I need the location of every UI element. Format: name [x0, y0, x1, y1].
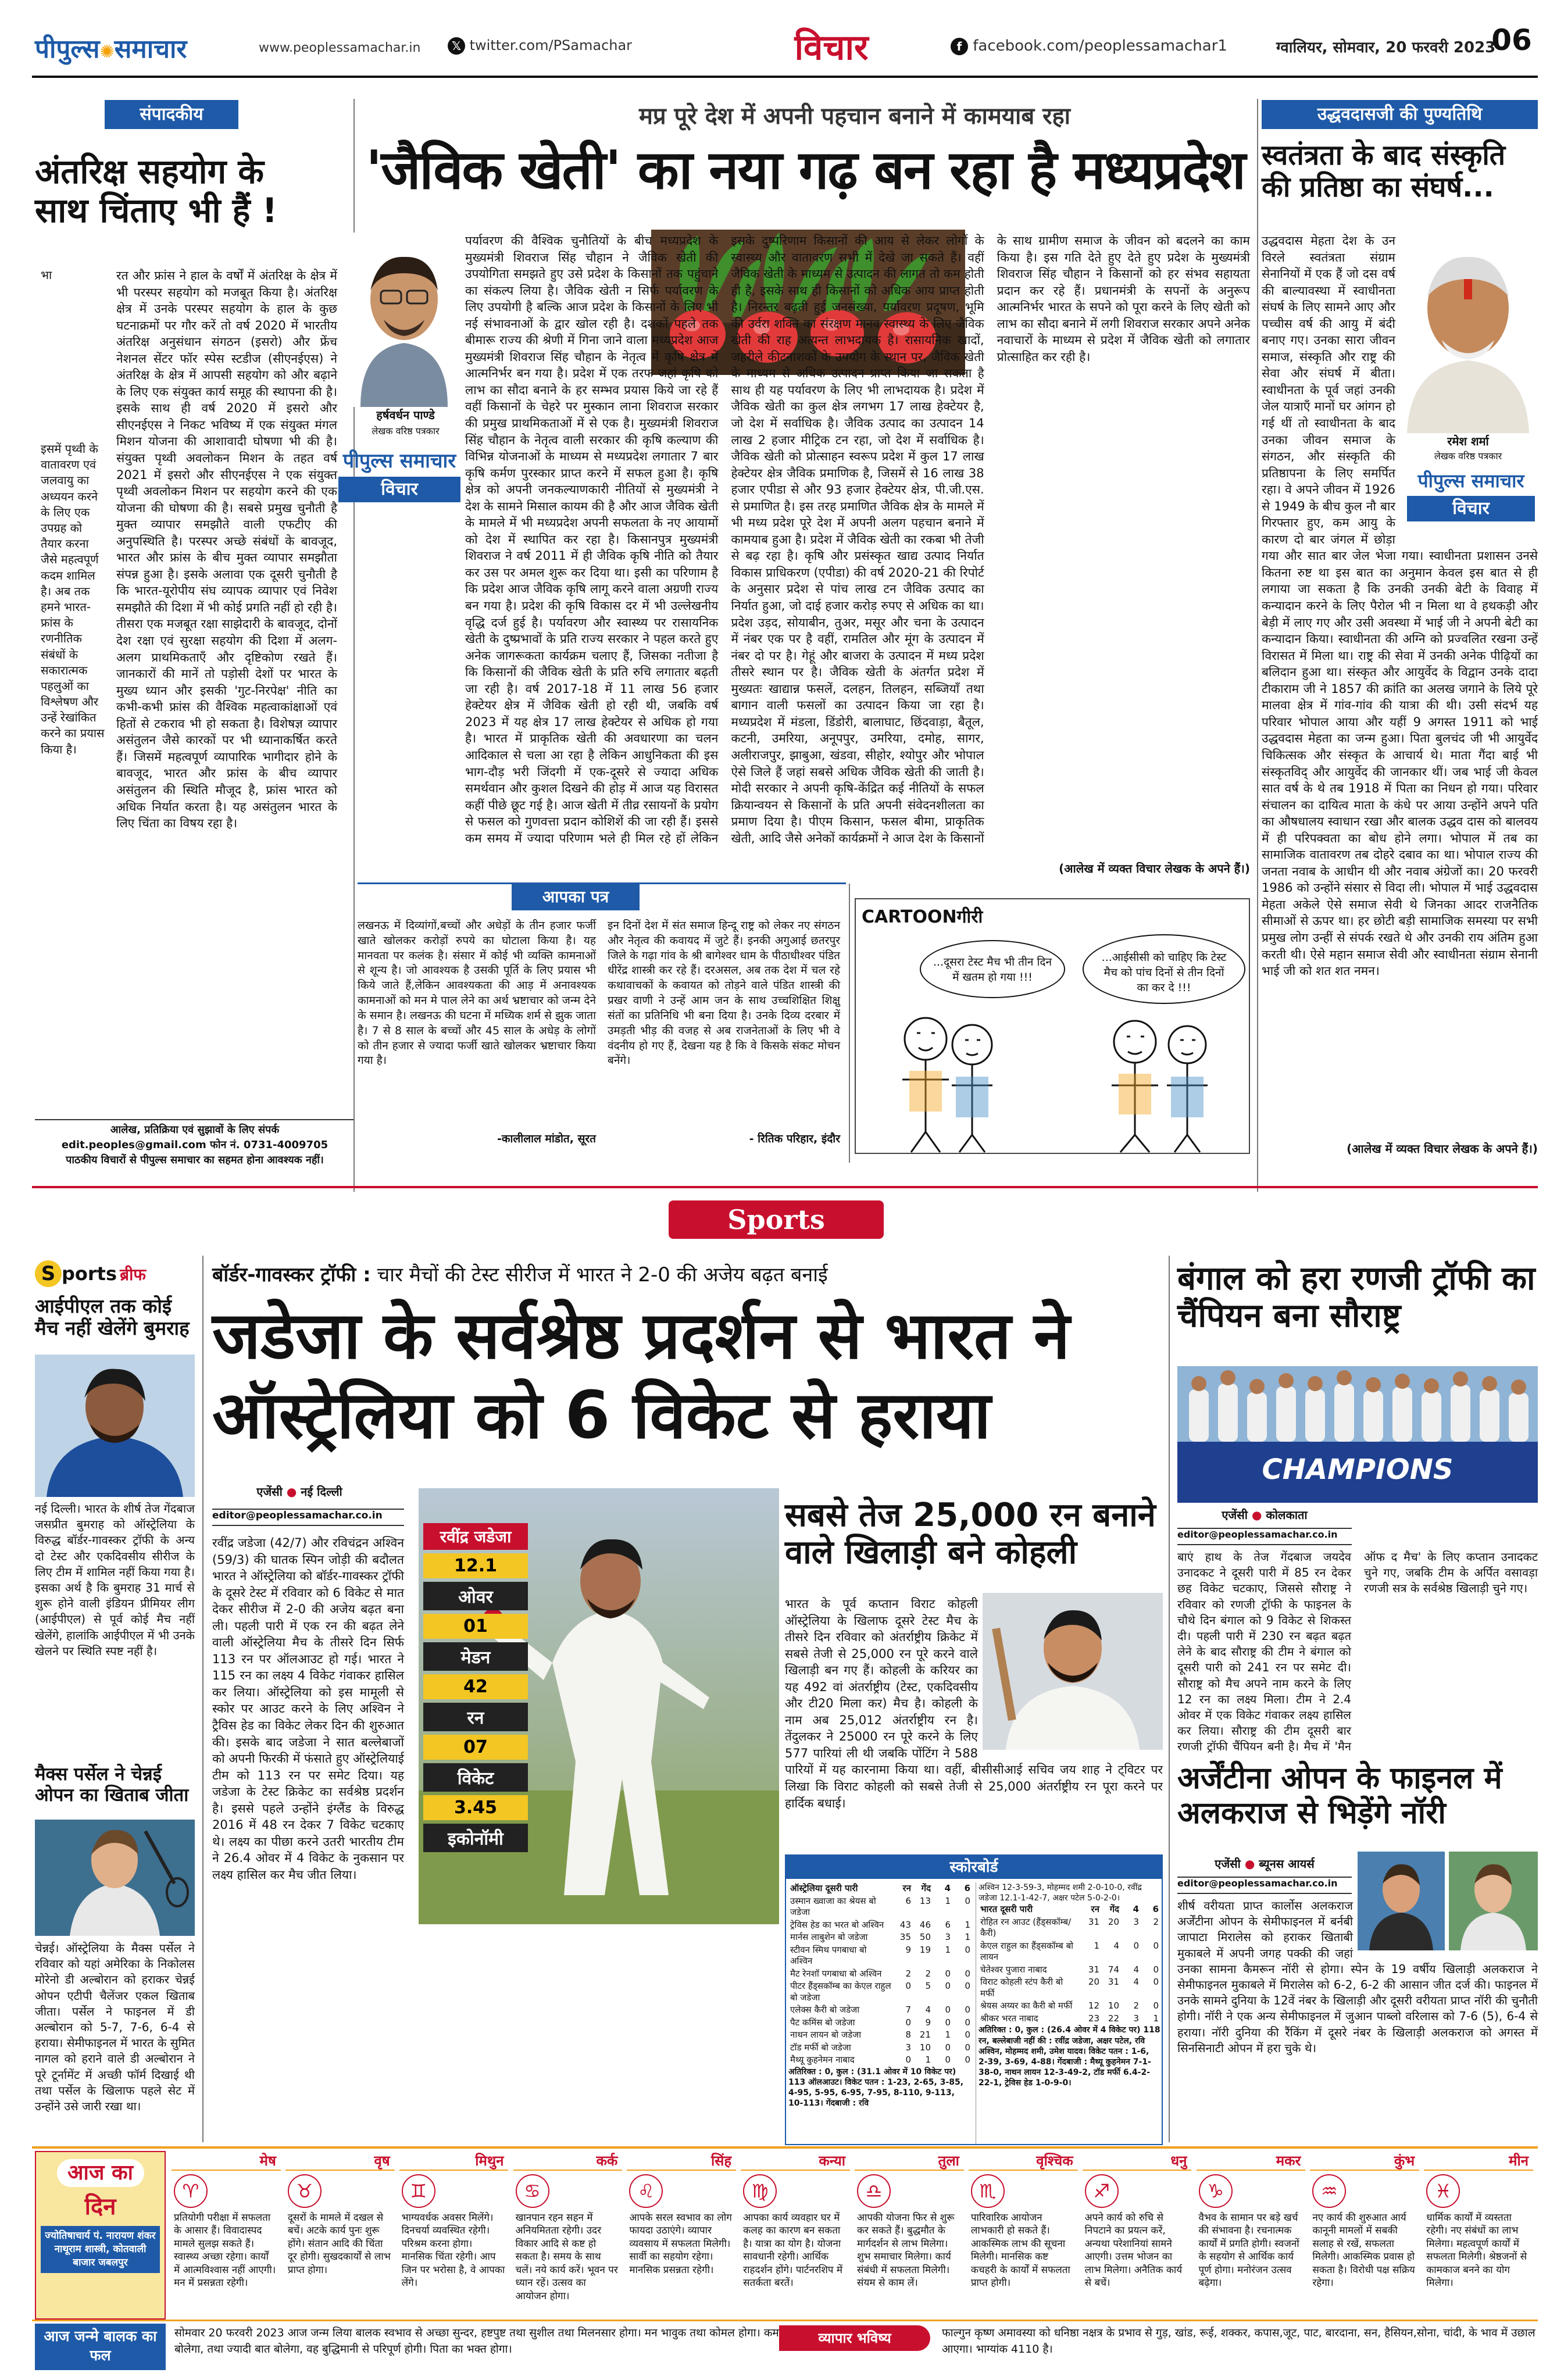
- dateline: ग्वालियर, सोमवार, 20 फरवरी 2023: [1276, 39, 1496, 56]
- table-cell: 0: [965, 1968, 970, 1979]
- ranji-byline: [1177, 1507, 1352, 1524]
- scoreboard-col-1: [788, 1882, 972, 2144]
- table-row: [979, 1916, 1160, 1940]
- table-cell: 2: [1153, 1916, 1159, 1927]
- twitter-text: twitter.com/PSamachar: [469, 37, 633, 53]
- zodiac-sign-icon: ♓: [1426, 2174, 1460, 2208]
- table-cell: 0: [965, 2029, 970, 2040]
- scoreboard: [785, 1854, 1163, 2145]
- argentina-float-space: [1353, 1898, 1538, 1956]
- zodiac-sign-icon: ♒: [1312, 2174, 1346, 2208]
- zodiac-sign-icon: ♏: [971, 2174, 1005, 2208]
- zodiac-text: आपके सरल स्वभाव का लोग फायदा उठाएंगे। व्यापार व्यवसाय में सफलता मिलेगी। सार्वी का सहयोग रहेगा। मानसिक प्रसन्नता रहेगी।: [629, 2212, 732, 2276]
- zodiac-name: धनु: [1083, 2151, 1192, 2171]
- horoscope-11: [1424, 2151, 1533, 2320]
- horoscope-10: [1310, 2151, 1419, 2320]
- table-cell: 23: [1088, 2013, 1099, 2024]
- table-row: [788, 2054, 972, 2067]
- argentina-email: editor@peoplessamachar.co.in: [1177, 1877, 1352, 1894]
- table-cell: 1: [945, 1944, 951, 1955]
- table-cell: श्रेयस अय्यर का कैरी बो मर्फी: [980, 2000, 1073, 2011]
- table-cell: 1: [965, 1919, 970, 1930]
- table-cell: 0: [1153, 1964, 1159, 1975]
- zodiac-sign-icon: ♑: [1199, 2174, 1233, 2208]
- zodiac-name: मीन: [1424, 2151, 1533, 2171]
- table-cell: पैट कमिंस बो जडेजा: [790, 2017, 855, 2028]
- table-row: [788, 2017, 972, 2029]
- cartoon-bubble-1: ...दूसरा टेस्ट मैच भी तीन दिन में खतम हो गया !!!: [920, 940, 1065, 998]
- argentina-body: [1177, 1898, 1538, 2145]
- table-cell: 0: [1133, 1940, 1139, 1951]
- table-cell: 43: [899, 1919, 911, 1930]
- horoscope-0: [172, 2151, 281, 2320]
- table-cell: एलेक्स कैरी बो जडेजा: [790, 2004, 860, 2015]
- table-cell: 7: [905, 2004, 911, 2015]
- horoscope-rule: [32, 2146, 1538, 2149]
- table-cell: 19: [919, 1944, 931, 1955]
- argentina-byline: [1177, 1856, 1352, 1873]
- punyatithi-footnote: (आलेख में व्यक्त विचार लेखक के अपने हैं।): [1347, 1142, 1538, 1156]
- table-cell: 0: [905, 1981, 911, 1991]
- zodiac-name: मिथुन: [399, 2151, 509, 2171]
- table-row: [979, 1964, 1160, 1977]
- table-cell: 0: [945, 2004, 951, 2015]
- table-row: [788, 1931, 972, 1944]
- editorial-footer: [35, 1119, 355, 1183]
- zodiac-text: प्रतियोगी परीक्षा में सफलता के आसार हैं। विवादास्पद मामले सुलझ सकते हैं। स्वास्थ्य अच्छा रहेगा। कार्यों में आत्मविश्वास नहीं आएगी। मन में प्रसन्नता रहेगी।: [174, 2212, 276, 2289]
- horoscope-2: [399, 2151, 509, 2320]
- jadeja-body: रवींद्र जडेजा (42/7) और रविचंद्रन अश्विन (59/3) की घातक स्पिन जोड़ी की बदौलत भारत ने ऑस्ट्रेलिया को बॉर्डर-गावस्कर ट्रॉफी के दूसरे टेस्ट में रविवार को 6 विकेट से मात देकर सीरीज में 2-0 की अजेय बढ़त बना ली। पहली पारी में एक रन की बढ़त लेने वाली ऑस्ट्रेलिया मैच के तीसरे दिन सिर्फ 113 रन पर ऑलआउट हो गई। भारत ने 115 रन का लक्ष्य 4 विकेट गंवाकर हासिल कर लिया। ऑस्ट्रेलिया को इस मामूली से स्कोर पर आउट करने के लिए अश्विन ने ट्रैविस हेड का विकेट लेकर दिन की शुरुआत की। इसके बाद जडेजा ने सात बल्लेबाजों को अपनी फिरकी में फंसाते हुए ऑस्ट्रेलियाई टीम को 113 रन पर समेट दिया। यह जडेजा के टेस्ट क्रिकेट का सर्वश्रेष्ठ प्रदर्शन है। इससे पहले उन्होंने इंग्लैंड के विरुद्ध 2016 में 48 रन देकर 7 विकेट चटकाए थे। लक्ष्य का पीछा करने उतरी भारतीय टीम ने 26.4 ओवर में 4 विकेट के नुकसान पर लक्ष्य हासिल कर मैच जीत लिया।: [212, 1536, 404, 1882]
- aus-innings-table: [788, 1882, 972, 2067]
- aus-innings-total: अतिरिक्त : 0, कुल : (31.1 ओवर में 10 विकेट पर) 113 ऑलआउट। विकेट पतन : 1-23, 2-65, 3-85, 4-95, 5-95, 6-95, 7-95, 8-110, 9-113, 10-113। गेंदबाजी : रवि: [788, 2067, 964, 2109]
- badge-logo: पीपुल्स समाचार: [1417, 470, 1524, 492]
- divider: [849, 884, 850, 1163]
- zodiac-text: भाग्यवर्धक अवसर मिलेंगे। दिनचर्या व्यवस्थित रहेगी। परिश्रम करना होगा। मानसिक चिंता रहेगी। आप जिन पर भरोसा है, वे आपका लेंगे।: [401, 2212, 505, 2289]
- stat-label: मेडन: [423, 1642, 528, 1671]
- sports-band: Sports: [669, 1200, 884, 1239]
- main-kicker: मप्र पूरे देश में अपनी पहचान बनाने में कामयाब रहा: [638, 103, 1071, 130]
- table-row: [788, 1980, 972, 2004]
- horoscope-3: [513, 2151, 623, 2320]
- zodiac-sign-icon: ♋: [516, 2174, 549, 2208]
- zodiac-text: आपकी योजना फिर से शुरू कर सकते हैं। बुद्धमौत के मार्गदर्शन से लाभ मिलेगा। शुभ समाचार मिलेगा। कार्य संबंधी में सफलता मिलेगी। संयम से काम लें।: [857, 2212, 955, 2289]
- table-cell: 13: [919, 1895, 931, 1906]
- table-cell: नाथन लायन बो जडेजा: [790, 2029, 862, 2040]
- twitter-link[interactable]: [448, 37, 657, 60]
- table-cell: 10: [1108, 2000, 1119, 2011]
- zodiac-name: तुला: [855, 2151, 964, 2171]
- jadeja-kicker-text: चार मैचों की टेस्ट सीरीज में भारत ने 2-0 की अजेय बढ़त बनाई: [377, 1263, 828, 1287]
- table-cell: 0: [1153, 1940, 1159, 1951]
- table-row: [788, 1919, 972, 1932]
- table-cell: 0: [965, 2004, 970, 2015]
- table-cell: 0: [945, 2054, 951, 2065]
- aaj-ka-din-title1: आज का: [57, 2159, 144, 2187]
- divider: [1257, 99, 1258, 1192]
- zodiac-name: मकर: [1197, 2151, 1306, 2171]
- stat-label: इकोनॉमी: [423, 1824, 528, 1852]
- table-cell: 21: [919, 2029, 931, 2040]
- editorial-footer-line2: edit.peoples@gmail.com फोन नं. 0731-4009705: [61, 1139, 328, 1152]
- stat-value: 07: [423, 1735, 528, 1760]
- punyatithi-float-space: [1395, 233, 1538, 532]
- table-header-cell: 6: [964, 1883, 970, 1893]
- table-cell: 4: [1113, 1940, 1119, 1951]
- scoreboard-title: स्कोरबोर्ड: [786, 1856, 1162, 1879]
- letters-rule: [358, 882, 846, 884]
- argentina-headline: अर्जेंटीना ओपन के फाइनल में अलकराज से भिड़ेंगे नॉरी: [1177, 1761, 1502, 1831]
- editorial-headline: अंतरिक्ष सहयोग के साथ चिंताए भी हैं !: [35, 152, 278, 230]
- argentina-byline-agency: एजेंसी: [1215, 1857, 1241, 1871]
- table-cell: ट्रेविस हेड का भरत बो अश्विन: [790, 1919, 884, 1930]
- table-cell: पीटर हैंड्सकॉम्ब का केएल राहुल बो जडेजा: [790, 1981, 891, 2003]
- table-cell: 35: [899, 1932, 911, 1942]
- stat-value: 01: [423, 1614, 528, 1639]
- table-cell: 20: [1088, 1977, 1099, 1988]
- table-header-cell: रन: [902, 1883, 911, 1893]
- zodiac-name: वृष: [285, 2151, 395, 2171]
- sports-rule: [32, 1186, 1538, 1188]
- ranji-byline-city: कोलकाता: [1266, 1508, 1308, 1522]
- divider: [202, 1256, 203, 2142]
- jadeja-kicker: [212, 1260, 1160, 1291]
- table-header-row: [979, 1903, 1160, 1916]
- table-cell: 0: [945, 1968, 951, 1979]
- table-cell: 1: [965, 1932, 970, 1942]
- table-header-cell: 4: [1133, 1904, 1139, 1915]
- cartoon-label: CARTOONगीरी: [862, 907, 983, 927]
- table-cell: 0: [965, 2042, 970, 2053]
- birthday-label: आज जन्मे बालक का फल: [35, 2324, 166, 2370]
- table-cell: 12: [1088, 2000, 1099, 2011]
- table-cell: चेतेश्वर पुजारा नाबाद: [980, 1964, 1047, 1975]
- stat-label: रन: [423, 1703, 528, 1731]
- table-cell: 5: [925, 1981, 931, 1991]
- editorial-footer-line1: आलेख, प्रतिक्रिया एवं सुझावों के लिए संपर्क: [110, 1124, 280, 1136]
- bumrah-photo: [35, 1355, 195, 1497]
- table-cell: 3: [905, 2042, 911, 2053]
- table-cell: रोहित रन आउट (हैंड्सकॉम्ब/कैरी): [980, 1916, 1072, 1939]
- table-cell: 0: [965, 2054, 970, 2065]
- facebook-link[interactable]: [951, 37, 1276, 60]
- editorial-body: रत और फ्रांस ने हाल के वर्षों में अंतरिक्ष के क्षेत्र में भी परस्पर सहयोग को मजबूत किया है। अंतरिक्ष क्षेत्र में उनके परस्पर सहयोग के हाल के कुछ घटनाक्रमों पर गौर करें तो वर्ष 2020 में भारतीय अंतरिक्ष अनुसंधान संगठन (इसरो) और फ्रेंच नेशनल सेंटर फॉर स्पेस स्टडीज (सीएनईएस) ने अंतरिक्ष के क्षेत्र में आपसी सहयोग को और बढ़ाने के लिए एक संयुक्त कार्य समूह की स्थापना की है। इसके साथ ही वर्ष 2020 में इसरो और सीएनईएस ने निकट भविष्य में एक संयुक्त मंगल मिशन योजना की आशावादी घोषणा भी की है। संयुक्त पृथ्वी अवलोकन मिशन के तहत वर्ष 2021 में इसरो और सीएनईएस ने एक संयुक्त पृथ्वी अवलोकन मिशन पर सहयोग करने की एक योजना की घोषणा की है। सबसे प्रमुख चुनौती है मुक्त व्यापार समझौते वाली एफटीए की अनुपस्थिति है। परस्पर अच्छे संबंधों के बावजूद, भारत और फ्रांस के बीच मुक्त व्यापार समझौता संपन्न हुआ है। इसके अलावा एक दूसरी चुनौती है कि भारत-यूरोपीय संघ व्यापक व्यापार एवं निवेश समझौते की दिशा में भी कोई प्रगति नहीं हो रही है। तीसरा एक मजबूत रक्षा साझेदारी के बावजूद, दोनों देश रक्षा एवं सुरक्षा सहयोग की दिशा में अलग-अलग प्राथमिकताएँ और दृष्टिकोण रखते हैं। जानकारों की मानें तो पड़ोसी देशों पर भारत के मुख्य ध्यान और इसकी 'गुट-निरपेक्ष' नीति का कभी-कभी फ्रांस की वैश्विक महत्वाकांक्षाओं एवं हितों से टकराव भी हो सकता है। विशेषज्ञ व्यापार असंतुलन जैसे कारकों पर भी ध्यानाकर्षित करते हैं। जिसमें महत्वपूर्ण व्यापारिक भागीदार होने के बावजूद, भारत और फ्रांस के बीच व्यापार असंतुलन की स्थिति मौजूद है, फ्रांस भारत को अधिक निर्यात करता है। यह असंतुलन भारत के लिए चिंता का विषय रहा है।: [116, 269, 337, 831]
- table-cell: मैथ्यू कुहनेमन नाबाद: [790, 2054, 855, 2065]
- table-row: [788, 2042, 972, 2054]
- horoscope-9: [1197, 2151, 1306, 2320]
- masthead-logo[interactable]: [35, 30, 244, 65]
- table-cell: 46: [919, 1919, 931, 1930]
- scoreboard-col-2: [976, 1882, 1160, 2144]
- table-cell: मार्नस लाबुशेन बो जडेजा: [790, 1932, 868, 1942]
- zodiac-sign-icon: ♎: [857, 2174, 891, 2208]
- section-title: विचार: [794, 27, 869, 68]
- badge-label: विचार: [338, 477, 460, 502]
- facebook-icon: f: [951, 38, 968, 55]
- main-footnote: (आलेख में व्यक्त विचार लेखक के अपने हैं।): [1059, 862, 1250, 875]
- pin-icon: ●: [1251, 1508, 1262, 1522]
- table-cell: 3: [1133, 2013, 1139, 2024]
- stat-value: 12.1: [423, 1553, 528, 1578]
- table-cell: 74: [1108, 1964, 1119, 1975]
- divider: [1169, 1256, 1170, 2142]
- ranji-byline-agency: एजेंसी: [1222, 1508, 1248, 1522]
- table-row: [979, 1940, 1160, 1964]
- editorial-sidebar: भा इसमें पृथ्वी के वातावरण एवं जलवायु का अध्ययन करने के लिए एक उपग्रह को तैयार करना जैसे महत्वपूर्ण कदम शामिल है। अब तक हमने भारत-फ्रांस के रणनीतिक संबंधों के सकारात्मक पहलुओं का विश्लेषण और उन्हें रेखांकित करने का प्रयास किया है।: [41, 268, 105, 756]
- badge-logo: पीपुल्स समाचार: [342, 449, 456, 473]
- cartoon-drawing: [856, 998, 1249, 1153]
- ranji-banner: CHAMPIONS: [1262, 1453, 1454, 1486]
- punyatithi-author-name: रमेश शर्मा: [1447, 434, 1489, 448]
- aaj-ka-din-text: ज्योतिषाचार्य पं. नारायण शंकर नाथूराम शास्त्री, कोतवाली बाजार जबलपुर: [41, 2226, 160, 2273]
- pin-icon: ●: [286, 1485, 297, 1499]
- table-cell: 31: [1108, 1977, 1119, 1988]
- zodiac-name: कुंभ: [1310, 2151, 1419, 2171]
- jadeja-byline-agency: एजेंसी: [256, 1485, 283, 1499]
- letter-1-signature: -कालीलाल मांडोत, सूरत: [497, 1132, 596, 1145]
- purcell-photo: [35, 1820, 195, 1936]
- brief-label: ब्रीफ: [120, 1265, 146, 1284]
- table-cell: 3: [945, 1932, 951, 1942]
- horoscope-1: [285, 2151, 395, 2320]
- logo-right: समाचार: [114, 34, 187, 64]
- masthead-rule: [32, 76, 1538, 78]
- logo-left: पीपुल्स: [35, 34, 100, 64]
- table-cell: 3: [1133, 1916, 1139, 1927]
- table-cell: 0: [905, 2017, 911, 2028]
- table-cell: 4: [1133, 1964, 1139, 1975]
- zodiac-text: वैभव के सामान पर बड़े खर्च की संभावना है। रचनात्मक कार्यों में प्रगति होगी। स्वजनों के सहयोग से आर्थिक कार्य पूर्ण होगा। मनोरंजन उत्सव बढ़ेगा।: [1198, 2212, 1299, 2289]
- punyatithi-body: [1262, 233, 1538, 1137]
- table-row: [979, 2013, 1160, 2025]
- pin-icon: ●: [1244, 1857, 1255, 1871]
- punyatithi-label: उद्धवदासजी की पुण्यतिथि: [1262, 100, 1538, 129]
- zodiac-text: पारिवारिक आयोजन लाभकारी हो सकते हैं। आकस्मिक लाभ की सूचना मिलेगी। मानसिक कष्ट कचहरी के कार्यों में सफलता प्राप्त होगी।: [970, 2212, 1070, 2289]
- horoscope-7: [969, 2151, 1078, 2320]
- table-cell: 6: [905, 1895, 911, 1906]
- table-cell: 0: [965, 2017, 970, 2028]
- zodiac-text: अपने कार्य को रुचि से निपटाने का प्रयत्न करें, अन्यथा परेशानियां सामने आएगी। उत्तम भोजन का लाभ मिलेगा। अनैतिक कार्य से बचें।: [1084, 2212, 1183, 2289]
- table-row: [788, 2029, 972, 2042]
- table-cell: 9: [905, 1944, 911, 1955]
- brief1-title: आईपीएल तक कोई मैच नहीं खेलेंगे बुमराह: [35, 1295, 190, 1339]
- zodiac-sign-icon: ♌: [629, 2174, 663, 2208]
- table-cell: 4: [1133, 1977, 1139, 1988]
- table-row: [788, 1944, 972, 1968]
- table-row: [788, 2004, 972, 2017]
- table-cell: उस्मान ख्वाजा का श्रेयस बो जडेजा: [790, 1895, 876, 1917]
- brief-header: [35, 1260, 192, 1293]
- horoscope-8: [1083, 2151, 1192, 2320]
- punyatithi-author-title: लेखक वरिष्ठ पत्रकार: [1434, 451, 1502, 462]
- brief2-title: मैक्स पर्सेल ने चेन्नई ओपन का खिताब जीता: [35, 1764, 189, 1806]
- table-row: [979, 1976, 1160, 2000]
- brief-logo: ports: [62, 1263, 117, 1285]
- table-header-cell: 6: [1152, 1904, 1159, 1915]
- zodiac-sign-icon: ♉: [288, 2174, 322, 2208]
- table-cell: 0: [945, 2017, 951, 2028]
- table-cell: मैट रेनशॉ पगबाधा बो अश्विन: [790, 1968, 882, 1979]
- business-text: फाल्गुन कृष्ण अमावस्या को धनिष्ठा नक्षत्र के प्रभाव से गुड़, खांड, रूई, शक्कर, कपास,जूट, पाट, बारदाना, सन, हैसियन,सोना, चांदी, के भाव में उछाल आएगा। भाग्यांक 4110 है।: [942, 2327, 1535, 2356]
- ranji-photo: [1177, 1366, 1538, 1503]
- kohli-body-text: भारत के पूर्व कप्तान विराट कोहली ऑस्ट्रेलिया के खिलाफ दूसरे टेस्ट मैच के तीसरे दिन रविवार को अंतर्राष्ट्रीय क्रिकेट में सबसे तेजी से 25,000 रन पूरे करने वाले खिलाड़ी बन गए हैं। कोहली के करियर का यह 492 वां अंतर्राष्ट्रीय (टेस्ट, एकदिवसीय और टी20 मिला कर) मैच है। कोहली के नाम अब 25,012 अंतर्राष्ट्रीय रन है। तेंदुलकर ने 25000 रन पूरे करने के लिए 577 पारियां ली थी जबकि पोंटिंग ने 588 पारियों में यह कारनामा किया था। वहीं, बीसीसीआई सचिव जय शाह ने ट्विटर पर लिखा कि विराट कोहली को सबसे तेजी से 25,000 अंतर्राष्ट्रीय रन पूरा करने पर हार्दिक बधाई।: [785, 1597, 1163, 1810]
- jadeja-card: [423, 1523, 528, 1849]
- editorial-footer-line3: पाठकीय विचारों से पीपुल्स समाचार का सहमत होना आवश्यक नहीं।: [66, 1154, 324, 1167]
- aus-bowling: अश्विन 12-3-59-3, मोहम्मद शमी 2-0-10-0, रवींद्र जडेजा 12.1-1-42-7, अक्षर पटेल 5-0-2-0।: [979, 1883, 1142, 1903]
- table-cell: 0: [1153, 2000, 1159, 2011]
- zodiac-text: नए कार्य की शुरुआत आर्य कानूनी मामलों में सबकी सलाह से रखें, सफलता मिलेगी। आकस्मिक प्रवास हो सकता है। विरोधी पक्ष सक्रिय रहेगा।: [1312, 2212, 1415, 2289]
- zodiac-name: कर्क: [513, 2151, 623, 2171]
- ranji-headline: बंगाल को हरा रणजी ट्रॉफी का चैंपियन बना सौराष्ट्र: [1177, 1260, 1535, 1335]
- table-header-row: [788, 1882, 972, 1895]
- main-headline: 'जैविक खेती' का नया गढ़ बन रहा है मध्यप्रदेश: [366, 139, 1245, 201]
- author-badge: [338, 446, 460, 510]
- table-cell: 1: [1153, 2013, 1159, 2024]
- bottom-rule: [32, 2320, 1538, 2321]
- horoscope-5: [741, 2151, 850, 2320]
- author-name: हर्षवर्धन पाण्डे: [376, 408, 435, 422]
- author-photo: [349, 233, 459, 407]
- table-cell: 0: [945, 1981, 951, 1991]
- table-cell: 0: [965, 1895, 970, 1906]
- table-cell: 0: [965, 1944, 970, 1955]
- table-cell: 1: [925, 2054, 931, 2065]
- cartoon-panel: [855, 898, 1250, 1154]
- page-number: 06: [1491, 23, 1532, 57]
- table-cell: 6: [945, 1919, 951, 1930]
- table-header-cell: 4: [944, 1883, 951, 1893]
- table-header-cell: गेंद: [921, 1883, 931, 1893]
- table-cell: 31: [1088, 1964, 1099, 1975]
- zodiac-name: मेष: [172, 2151, 281, 2171]
- zodiac-name: सिंह: [627, 2151, 736, 2171]
- table-header-cell: रन: [1091, 1904, 1099, 1915]
- table-cell: 8: [905, 2029, 911, 2040]
- ranji-email: editor@peoplessamachar.co.in: [1177, 1528, 1352, 1545]
- zodiac-text: खानपान रहन सहन में अनियमितता रहेगी। उदर विकार आदि से कष्ट हो सकता है। समय के साथ चलें। नये कार्य करें। भूवन पर ध्यान रहें। उत्सव का आयोजन होगा।: [515, 2212, 618, 2302]
- letter-1: लखनऊ में दिव्यांगों,बच्चों और अधेड़ों के तीन हजार फर्जी खाते खोलकर करोड़ों रुपये का घोटाला किया है। यह मानवता पर कलंक है। संसार में कोई भी व्यक्ति कामनाओं से शून्य है। जो आवश्यक है उसकी पूर्ति के लिए प्रयास भी किये जाते हैं,लेकिन आवश्यकता की आड़ में अनावश्यक कामनाओं को मन मे पाल लेने का अर्थ भ्रष्टाचार को जन्म देने के समान है। लखनऊ की घटना में मध्यिक शर्म से झुक जाता है। 7 से 8 साल के बच्चों और 45 साल के अधेड़ के लोगों को तीन हजार से ज्यादा फर्जी खाते खोलकर भ्रष्टाचार किया गया है।: [358, 919, 596, 1067]
- horoscope-6: [855, 2151, 964, 2320]
- table-cell: 1: [945, 1895, 951, 1906]
- jadeja-email: editor@peoplessamachar.co.in: [212, 1509, 404, 1526]
- table-cell: 20: [1108, 1916, 1119, 1927]
- brief1-body: नई दिल्ली। भारत के शीर्ष तेज गेंदबाज जसप्रीत बुमराह को ऑस्ट्रेलिया के विरुद्ध बॉर्डर-गावस्कर ट्रॉफी के अन्य दो टेस्ट और एकदिवसीय सीरीज के लिए टीम में शामिल नहीं किया गया है। इसका अर्थ है कि बुमराह 31 मार्च से शुरू होने वाली इंडियन प्रीमियर लीग (आईपीएल) से पूर्व कोई मैच नहीं खेलेंगे, हालांकि आईपीएल में भी उनके खेलने पर स्थिति स्पष्ट नहीं है।: [35, 1502, 195, 1658]
- table-cell: 10: [919, 2042, 931, 2053]
- table-cell: 1: [1094, 1940, 1099, 1951]
- table-cell: विराट कोहली स्टंप कैरी बो मर्फी: [980, 1977, 1063, 1999]
- zodiac-sign-icon: ♈: [174, 2174, 208, 2208]
- zodiac-sign-icon: ♍: [743, 2174, 777, 2208]
- table-cell: 1: [945, 2029, 951, 2040]
- stat-label: ओवर: [423, 1582, 528, 1610]
- editorial-label: संपादकीय: [105, 100, 238, 129]
- twitter-icon: 𝕏: [448, 37, 465, 55]
- jadeja-byline: [212, 1484, 387, 1502]
- badge-label: विचार: [1407, 496, 1535, 521]
- table-cell: 2: [1133, 2000, 1139, 2011]
- table-cell: 31: [1088, 1916, 1099, 1927]
- table-row: [979, 2000, 1160, 2013]
- kohli-float-space: [978, 1596, 1163, 1756]
- horoscope-4: [627, 2151, 736, 2320]
- table-cell: 2: [905, 1968, 911, 1979]
- table-cell: 0: [905, 2054, 911, 2065]
- table-cell: 0: [1153, 1977, 1159, 1988]
- zodiac-sign-icon: ♊: [402, 2174, 435, 2208]
- table-row: [788, 1895, 972, 1919]
- zodiac-name: वृश्चिक: [969, 2151, 1078, 2171]
- stat-value: 3.45: [423, 1795, 528, 1820]
- aaj-ka-din-title2: दिन: [84, 2193, 116, 2220]
- table-header-title: ऑस्ट्रेलिया दूसरी पारी: [790, 1883, 858, 1893]
- stat-value: 42: [423, 1674, 528, 1699]
- table-row: [788, 1968, 972, 1981]
- zodiac-text: दूसरों के मामले में दखल से बचें। अटके कार्य पुनः शुरू होंगे। संतान आदि की चिंता दूर होगी। सुखदकार्यों से लाभ प्राप्त होगा।: [287, 2212, 391, 2276]
- cartoon-bubble-2: ...आईसीसी को चाहिए कि टेस्ट मैच को पांच दिनों से तीन दिनों का कर दे !!!: [1083, 934, 1245, 1004]
- brief2-body: चेन्नई। ऑस्ट्रेलिया के मैक्स पर्सेल ने रविवार को यहां अमेरिका के निकोलस मोरेनो डी अल्बोरान को हराकर चेन्नई ओपन एटीपी चैलेंजर एकल खिताब जीता। पर्सेल ने फाइनल में डी अल्बोरान को 5-7, 7-6, 6-4 से हराया। सेमीफाइनल में भारत के सुमित नागल को हराने वाले डी अल्बोरान ने पूरे टूर्नामेंट में अच्छी फॉर्म दिखाई थी तथा पर्सेल के खिलाफ पहले सेट में उन्होंने उसे जारी रखा था।: [35, 1941, 195, 2113]
- aaj-ka-din-box: [35, 2151, 166, 2320]
- table-cell: 0: [945, 2042, 951, 2053]
- zodiac-name: कन्या: [741, 2151, 850, 2171]
- table-cell: 2: [925, 1968, 931, 1979]
- birthday-text: सोमवार 20 फरवरी 2023 आज जन्म लिया बालक स्वभाव से अच्छा सुन्दर, हष्टपुष्ट तथा सुशील तथा मिलनसार होगा। मन भावुक तथा कोमल होगा। कम बोलेगा, तथा ज्यादी बात बोलेगा, वह बुद्धिमानी से परिपूर्ण होगी। पिता का भक्त होगा।: [174, 2327, 779, 2356]
- table-header-title: भारत दूसरी पारी: [980, 1904, 1033, 1915]
- stat-label: विकेट: [423, 1763, 528, 1792]
- logo-star-icon: ✺: [99, 42, 115, 62]
- letter-2: इन दिनों देश में संत समाज हिन्दू राष्ट्र को लेकर नए संगठन और नेतृत्व की कवायद में जुटे हैं। इनकी अगुआई छतरपुर जिले के गढ़ा गांव के श्री बागेश्वर धाम के पीठाधीश्वर पंडित धीरेंद्र शास्त्री कर रहे हैं। दरअसल, अब तक देश में चल रहे कथावाचकों के कवायत को तोड़ने वाले पंडित शास्त्री की प्रखर वाणी ने उन्हें आम जन के साथ उच्चशिक्षित शिक्षु संतों का प्रतिनिधि भी बना दिया है। उनके दिव्य दरबार में उमड़ती भीड़ की वजह से अब राजनेताओं के लिए भी वे वंदनीय हो गए हैं, देखना यह है कि वे किसके संकट मोचन बनेंगे।: [608, 919, 840, 1067]
- punyatithi-headline: स्वतंत्रता के बाद संस्कृति की प्रतिष्ठा का संघर्ष...: [1262, 139, 1506, 204]
- table-cell: 0: [965, 1981, 970, 1991]
- table-cell: 50: [919, 1932, 931, 1942]
- table-cell: स्टीवन स्मिथ पगबाधा बो अश्विन: [790, 1944, 867, 1966]
- business-label: व्यापार भविष्य: [779, 2325, 930, 2351]
- argentina-body-text: शीर्ष वरीयता प्राप्त कार्लोस अलकराज अर्जेंटीना ओपन के सेमीफाइनल में बर्नबी जापाटा मिरालेस को हराकर खिताबी मुकाबले में अपनी जगह पक्की की जहां उनका सामना कैमरून नॉरी से होगा। स्पेन के 19 वर्षीय खिलाड़ी अलकराज ने सेमीफाइनल मुकाबले में मिरालेस को 6-2, 6-2 की आसान जीत दर्ज की। फाइनल में उनके सामने दुनिया के 12वें नंबर के खिलाड़ी और दूसरी वरीयता प्राप्त नॉरी की चुनौती होगी। नॉरी ने एक अन्य सेमीफाइनल में जुआन पाब्लो वरिलास को 7-6 (5), 6-4 से हराया। नॉरी दुनिया की रैंकिंग में दूसरे नंबर के खिलाड़ी अलकराज को अगस्त में सिनसिनाटी ओपन में हरा चुके थे।: [1177, 1899, 1538, 2055]
- ind-innings-total: अतिरिक्त : 0, कुल : (26.4 ओवर में 4 विकेट पर) 118 रन, बल्लेबाजी नहीं की : रवींद्र जडेजा, अक्षर पटेल, रवि अश्विन, मोहम्मद शमी, उमेश यादव। विकेट पतन : 1-6, 2-39, 3-69, 4-88। गेंदबाजी : मैथ्यू कुहनेमन 7-1-38-0, नाथन लायन 12-3-49-2, टॉड मर्फी 6.4-2-22-1, ट्रेविस हेड 1-0-9-0।: [979, 2025, 1160, 2088]
- table-header-cell: गेंद: [1109, 1904, 1119, 1915]
- zodiac-text: धार्मिक कार्यों में व्यस्तता रहेगी। नए संबंधों का लाभ मिलेगा। महत्वपूर्ण कार्यों में सफलता मिलेगी। श्रेष्ठजनों से कामकाज बनने का योग मिलेगा।: [1426, 2212, 1527, 2289]
- website-link[interactable]: www.peoplessamachar.in: [259, 41, 421, 55]
- letter-2-signature: - रितिक परिहार, इंदौर: [749, 1132, 840, 1145]
- facebook-text: facebook.com/peoplessamachar1: [973, 37, 1227, 55]
- letters-label: आपका पत्र: [512, 884, 640, 910]
- jadeja-kicker-bold: बॉर्डर-गावस्कर ट्रॉफी :: [212, 1263, 371, 1287]
- ind-innings-table: [979, 1903, 1160, 2025]
- table-cell: 22: [1108, 2013, 1119, 2024]
- kohli-headline: सबसे तेज 25,000 रन बनाने वाले खिलाड़ी बने कोहली: [785, 1496, 1156, 1572]
- jadeja-byline-city: नई दिल्ली: [301, 1485, 342, 1499]
- jadeja-card-name: रवींद्र जडेजा: [423, 1523, 528, 1550]
- argentina-byline-city: ब्यूनस आयर्स: [1259, 1857, 1315, 1871]
- jadeja-headline: जडेजा के सर्वश्रेष्ठ प्रदर्शन से भारत ने ऑस्ट्रेलिया को 6 विकेट से हराया: [212, 1298, 1070, 1453]
- zodiac-sign-icon: ♐: [1085, 2174, 1119, 2208]
- kohli-body: [785, 1596, 1163, 1840]
- table-cell: टॉड मर्फी बो जडेजा: [790, 2042, 851, 2053]
- brief-s-icon: S: [35, 1260, 62, 1287]
- table-cell: 9: [925, 2017, 931, 2028]
- table-cell: श्रीकर भरत नाबाद: [980, 2013, 1038, 2024]
- zodiac-text: आपका कार्य व्यवहार घर में कलह का कारण बन सकता है। यात्रा का योग है। योजना सावधानी रहेगी। आर्थिक राहदर्शन होंगे। पार्टनरशिप में सतर्कता बरतें।: [743, 2212, 843, 2289]
- table-cell: केएल राहुल का हैंड्सकॉम्ब बो लायन: [980, 1940, 1074, 1963]
- main-article-body: पर्यावरण की वैश्विक चुनौतियों के बीच मध्यप्रदेश के मुख्यमंत्री शिवराज सिंह चौहान ने जैविक खेती की उपयोगिता समझते हुए उसे प्रदेश के किसानों तक पहुंचाने का संकल्प लिया है। जैविक खेती न सिर्फ पर्यावरण के लिए उपयोगी है बल्कि आज प्रदेश के किसानों के लिए भी नई संभावनाओं के द्वार खोल रही है। दशकों पहले तक बीमारू राज्य की श्रेणी में गिना जाने वाला मध्यप्रदेश आज मुख्यमंत्री शिवराज सिंह चौहान के नेतृत्व में कृषि क्षेत्र में आत्मनिर्भर बन गया है। प्रदेश में एक तरफ जहां कृषि को लाभ का सौदा बनाने के हर सम्भव प्रयास किये जा रहे हैं वहीं किसानों के चेहरे पर मुस्कान लाना शिवराज सरकार की प्रमुख प्राथमिकताओं में से एक है। मुख्यमंत्री शिवराज सिंह चौहान के नेतृत्व वाली सरकार की कृषि कल्याण की विभिन्न योजनाओं के माध्यम से मध्यप्रदेश लगातार 7 बार कृषि कर्मण पुरस्कार प्राप्त करने में सफल हुआ है। कृषि क्षेत्र को अपनी जनकल्याणकारी नीतियों से मुख्यमंत्री ने देश के सामने मिसाल कायम की है और आज जैविक खेती के मामले में भी मध्यप्रदेश अपनी सफलता के नए आयामों को देश में स्थापित कर रहा है। किसानपुत्र मुख्यमंत्री शिवराज ने वर्ष 2011 में ही जैविक कृषि नीति को तैयार कर उस पर अमल शुरू कर दिया था। इसी का परिणाम है कि प्रदेश आज जैविक कृषि लागू करने वाला अग्रणी राज्य बन गया है। प्रदेश की कृषि विकास दर में भी उल्लेखनीय वृद्धि दर्ज हुई है। पर्यावरण और स्वास्थ्य पर रासायनिक खेती के दुष्प्रभावों के प्रति राज्य सरकार ने पहल करते हुए अनेक जागरूकता कार्यक्रम चलाए हैं, जिसका नतीजा है कि किसानों की जैविक खेती के प्रति रुचि लगातार बढ़ती जा रही है। वर्ष 2017-18 में 11 लाख 56 हजार हेक्टेयर क्षेत्र में जैविक खेती हो रही थी, जबकि वर्ष 2023 में यह क्षेत्र 17 लाख हेक्टेयर से अधिक हो गया है। भारत में प्राकृतिक खेती की अवधारणा का चलन आदिकाल से चला आ रहा है लेकिन आधुनिकता की इस भाग-दौड़ भरी जिंदगी में एक-दूसरे से ज्यादा अधिक समर्थवान और कुशल दिखने की होड़ में आज यह विरासत कहीं पीछे छूट गई है। आज खेती में तीव्र रसायनों के प्रयोग से फसल को गुणवत्ता प्रदान कोशिशें की जा रही हैं। इससे कम समय में ज्यादा परिणाम भले ही मिल रहे हों लेकिन इसके दुष्परिणाम किसानों की आय से लेकर लोगों के स्वास्थ्य और वातावरण सभी में देखे जा सकते हैं। वहीं जैविक खेती के माध्यम से उत्पादन की लागत तो कम होती ही है, इसके साथ ही किसानों को अधिक आय प्राप्त होती है। निरन्तर बढ़ती हुई जनसंख्या, पर्यावरण प्रदूषण, भूमि की उर्वरा शक्ति का संरक्षण मानव स्वास्थ्य के लिए जैविक खेती की राह अत्यन्त लाभदायक है। रासायनिक खादों, जहरीले कीटनाशकों के उपयोग के स्थान पर, जैविक खेती के माध्यम से अधिक उत्पादन प्राप्त किया जा सकता है साथ ही यह पर्यावरण के लिए भी लाभदायक है। प्रदेश में जैविक खेती का कुल क्षेत्र लगभग 17 लाख हेक्टेयर है, जो देश में सर्वाधिक है। जैविक उत्पाद का उत्पादन 14 लाख 2 हजार मीट्रिक टन रहा, जो देश में सर्वाधिक है। जैविक खेती को प्रोत्साहन स्वरूप प्रदेश में कुल 17 लाख हेक्टेयर क्षेत्र जैविक प्रमाणिक है, जिसमें से 16 लाख 38 हजार एपीडा से और 93 हजार हेक्टेयर क्षेत्र, पी.जी.एस. से प्रमाणित है। इस तरह प्रमाणित जैविक क्षेत्र के मामले में भी मध्य प्रदेश पूरे देश में अपनी अलग पहचान बनाने में कामयाब हुआ है। प्रदेश में जैविक खेती का रकबा भी तेजी से बढ़ रहा है। कृषि और प्रसंस्कृत खाद्य उत्पाद निर्यात विकास प्राधिकरण (एपीडा) की वर्ष 2020-21 की रिपोर्ट के अनुसार प्रदेश से पांच लाख टन जैविक उत्पाद का निर्यात हुआ, जो दाई हजार करोड़ रुपए से अधिक का था। प्रदेश उड़द, सोयाबीन, तुअर, मसूर और चना के उत्पादन में नंबर एक पर है वहीं, रामतिल और मूंग के उत्पादन में नंबर दो पर है। गेहूं और बाजरा के उत्पादन में मध्य प्रदेश तीसरे स्थान पर है। जैविक खेती के अंतर्गत प्रदेश में मुख्यतः खाद्यान्न फसलें, दलहन, तिलहन, सब्जियाँ तथा बागान वाली फसलों का उत्पादन किया जा रहा है। मध्यप्रदेश में मंडला, डिंडोरी, बालाघाट, छिंदवाड़ा, बैतूल, कटनी, उमरिया, अनूपपुर, उमरिया, दमोह, सागर, अलीराजपुर, झाबुआ, खंडवा, सीहोर, श्योपुर और भोपाल ऐसे जिले हैं जहां सबसे अधिक जैविक खेती की जाती है। मोदी सरकार ने अपनी कृषि-केंद्रित कई नीतियों के सफल क्रियान्वयन से किसानों के प्रति अपनी संवेदनशीलता का प्रमाण दिया है। पीएम किसान, फसल बीमा, प्राकृतिक खेती, आदि जैसे अनेकों कार्यक्रमों ने आज देश के किसानों के साथ ग्रामीण समाज के जीवन को बदलने का काम किया है। इस गति देते हुए देते हुए प्रदेश के मुख्यमंत्री शिवराज सिंह चौहान ने किसानों को हर संभव सहायता प्रदान कर रहे हैं। प्रधानमंत्री के सपनों के अनुरूप आत्मनिर्भर भारत के सपने को पूरा करने के लिए खेती को लाभ का सौदा बनाने में लगी शिवराज सरकार अपने अनेक नवाचारों के माध्यम से प्रदेश में जैविक खेती को लगातार प्रोत्साहित कर रही है।: [465, 234, 1250, 845]
- table-cell: 4: [925, 2004, 931, 2015]
- masthead: [0, 0, 1557, 87]
- punyatithi-body-text: उद्धवदास मेहता देश के उन विरले स्वतंत्रता संग्राम सेनानियों में एक हैं जो दस वर्ष की बाल्यावस्था में स्वाधीनता संघर्ष के लिए सामने आए और पच्चीस वर्ष की आयु में बंदी बनाए गए। उनका सारा जीवन समाज, संस्कृति और राष्ट्र की सेवा और संघर्ष में बीता। स्वाधीनता के पूर्व जहां उनकी जेल यात्राएँ मानों घर आंगन हो गई थीं तो स्वाधीनता के बाद उनका जीवन समाज के संगठन, और संस्कृति की प्रतिष्ठापना के लिए समर्पित रहा। वे अपने जीवन में 1926 से 1949 के बीच कुल नौ बार गिरफ्तार हुए, कम आयु के कारण दो बार जंगल में छोड़ा गया और सात बार जेल भेजा गया। स्वाधीनता प्रशासन उनसे कितना रुष्ट था इस बात का अनुमान केवल इस बात से ही लगाया जा सकता है कि उनकी उनकी बेटी के विवाह में कन्यादान करने के लिए पैरोल भी न मिला था वे हथकड़ी और बेड़ी में लाए गए और उसी अवस्था में भाई जी ने अपनी बेटी का कन्यादान किया। स्वाधीनता की अग्नि को प्रज्वलित रखना उन्हें विरासत में मिला था। राष्ट्र की सेवा में उनकी अनेक पीढ़ियों का बलिदान हुआ था। संस्कृत और आयुर्वेद के विद्वान उनके दादा टीकाराम जी ने 1857 की क्रांति का अलख जगाने के लिये पूरे मालवा क्षेत्र में गांव-गांव की यात्रा की थी। उसी संदर्भ यह परिवार भोपाल आया और यहीं 9 अगस्त 1911 को भाई उद्धवदास मेहता का जन्म हुआ। पिता बुलचंद जी भी आयुर्वेद चिकित्सक और संस्कृत के आचार्य थे। माता गैंदा बाई भी संस्कृतविद् और आयुर्वेद की जानकार थीं। जब भाई जी केवल सात वर्ष के थे तब 1918 में पिता का निधन हो गया। परिवार संचालन का दायित्व माता के कंधे पर आया उन्होंने अपने पति का औषधालय स्वाधान रखा और बालक उद्धव दास को बालवय में ही परिपक्वता का बोध होने लगा। भोपाल में तब का सामाजिक वातावरण तब दोहरे दबाव का था। भोपाल राज्य की जनता नवाब के आधीन थी और नवाब अंग्रेजों का। 20 फरवरी 1986 को उन्होंने संसार से विदा ली। भोपाल में भाई उद्धवदास मेहता अकेले ऐसे समाज सेवी थे जिनका आदर राजनैतिक सीमाओं से ऊपर था। हर छोटी बड़ी सामाजिक समस्या पर सभी प्रमुख लोग उन्हीं से संपर्क रखते थे और उनकी राय अंतिम हुआ करती थी। ऐसे महान समाज सेवी और स्वाधीनता संग्राम सेनानी भाई जी को शत शत नमन।: [1262, 234, 1538, 978]
- ranji-body: बाएं हाथ के तेज गेंदबाज जयदेव उनादकट ने दूसरी पारी में 85 रन देकर छह विकेट चटकाए, जिससे सौराष्ट्र ने रविवार को रणजी ट्रॉफी के फाइनल के चौथे दिन बंगाल को 9 विकेट से शिकस्त दी। पहली पारी में 230 रन बढ़त बढ़त लेने के बाद सौराष्ट्र की टीम ने बंगाल को दूसरी पारी को 241 रन पर समेट दी। सौराष्ट्र को मैच अपने नाम करने के लिए 12 रन का लक्ष्य मिला। टीम ने 2.4 ओवर में एक विकेट गंवाकर लक्ष्य हासिल कर लिया। सौराष्ट्र की टीम दूसरी बार रणजी ट्रॉफी चैंपियन बनी है। मैच में 'मैन ऑफ द मैच' के लिए कप्तान उनादकट चुने गए, जबकि टीम के अर्पित वसावड़ा रणजी सत्र के सर्वश्रेष्ठ खिलाड़ी चुने गए।: [1177, 1550, 1538, 1754]
- author-title: लेखक वरिष्ठ पत्रकार: [372, 426, 440, 437]
